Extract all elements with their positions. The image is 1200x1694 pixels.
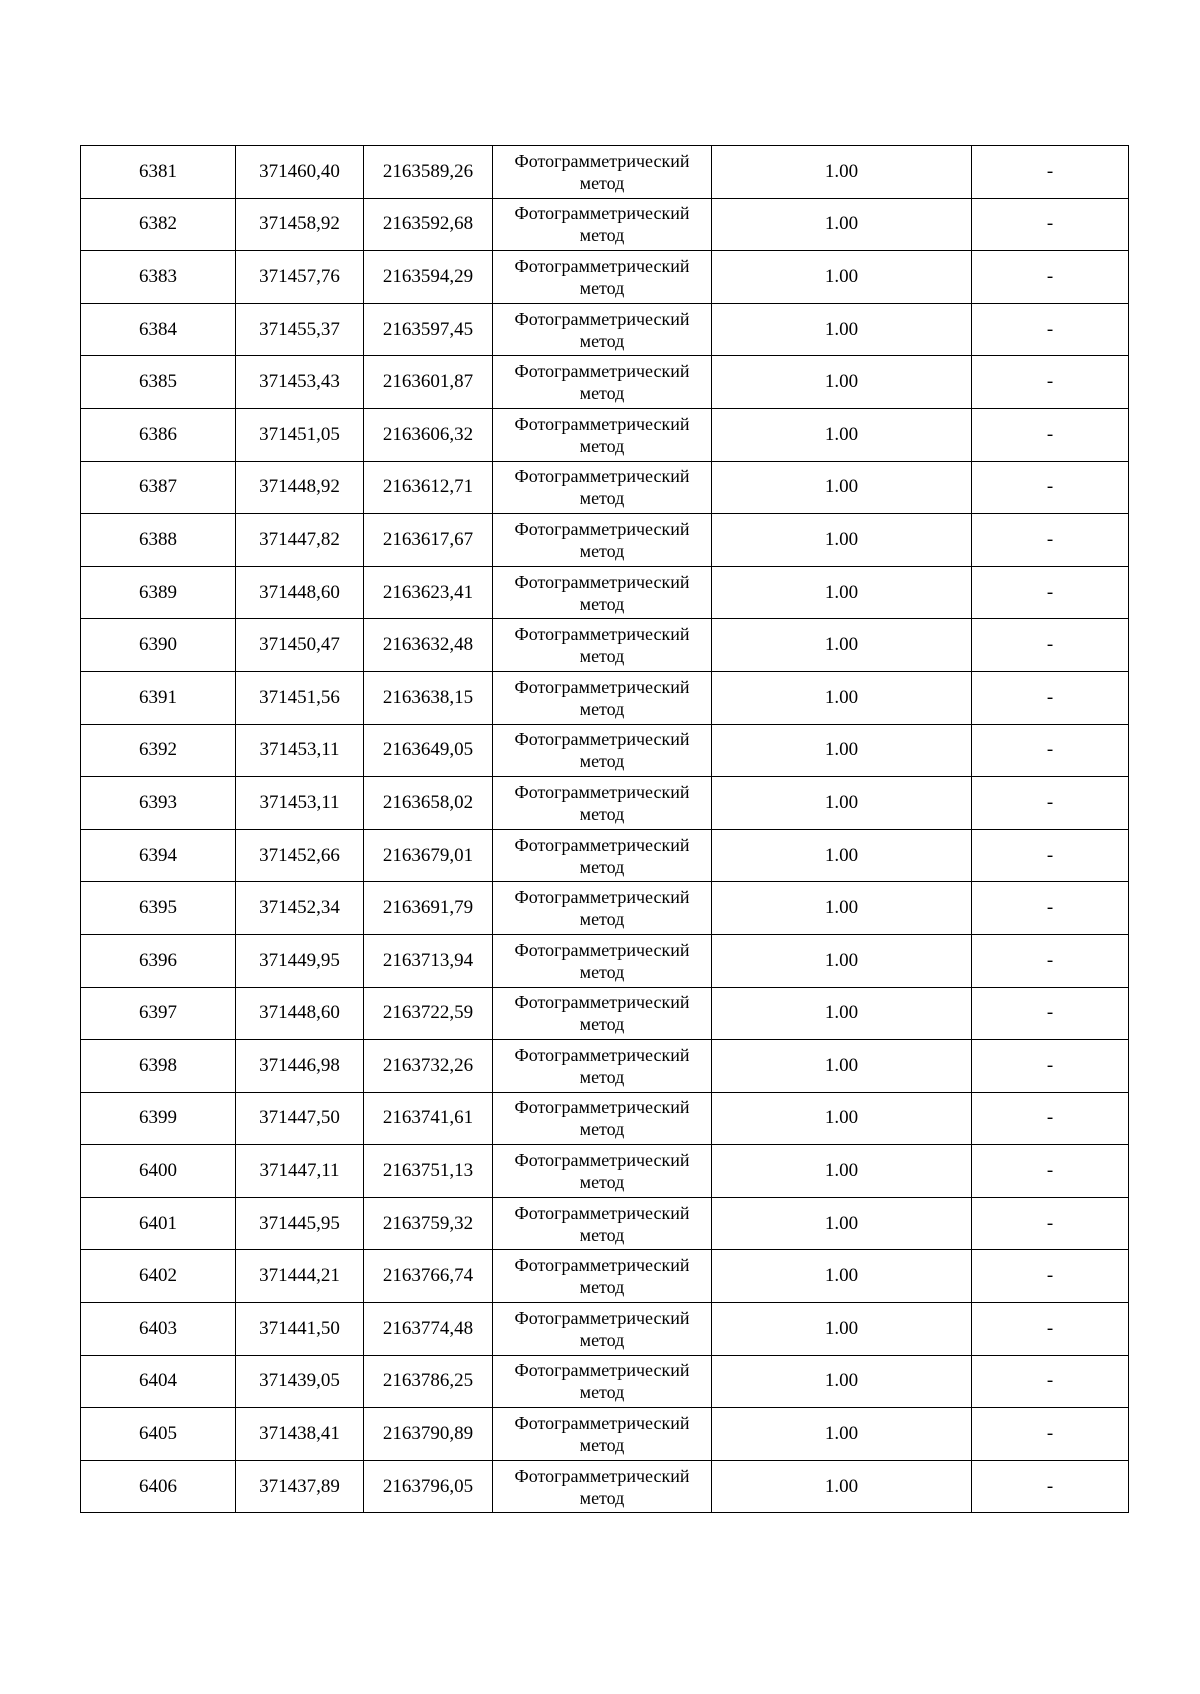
y-coordinate-cell: 2163601,87 — [364, 356, 493, 409]
note-cell: - — [972, 198, 1129, 251]
y-coordinate-cell: 2163766,74 — [364, 1250, 493, 1303]
accuracy-cell: 1.00 — [712, 408, 972, 461]
table-row — [81, 1250, 1129, 1303]
y-coordinate-cell: 2163592,68 — [364, 198, 493, 251]
method-cell — [493, 777, 712, 830]
x-coordinate-cell: 371450,47 — [236, 619, 364, 672]
table-row — [81, 1145, 1129, 1198]
method-line-2: метод — [579, 646, 625, 667]
method-line-1: Фотограмметрический — [514, 1413, 690, 1434]
method-line-2: метод — [579, 1172, 625, 1193]
accuracy-cell: 1.00 — [712, 724, 972, 777]
y-coordinate-cell: 2163617,67 — [364, 514, 493, 567]
accuracy-cell: 1.00 — [712, 1355, 972, 1408]
table-row — [81, 1197, 1129, 1250]
x-coordinate-cell: 371460,40 — [236, 146, 364, 199]
point-number-cell: 6403 — [81, 1303, 236, 1356]
table-row — [81, 671, 1129, 724]
table-row — [81, 1460, 1129, 1513]
y-coordinate-cell: 2163751,13 — [364, 1145, 493, 1198]
method-cell — [493, 1197, 712, 1250]
method-line-2: метод — [579, 1435, 625, 1456]
note-cell: - — [972, 1145, 1129, 1198]
y-coordinate-cell: 2163713,94 — [364, 934, 493, 987]
point-number-cell: 6390 — [81, 619, 236, 672]
table-row — [81, 461, 1129, 514]
note-cell: - — [972, 671, 1129, 724]
x-coordinate-cell: 371452,66 — [236, 829, 364, 882]
accuracy-cell: 1.00 — [712, 882, 972, 935]
y-coordinate-cell: 2163649,05 — [364, 724, 493, 777]
y-coordinate-cell: 2163790,89 — [364, 1408, 493, 1461]
method-line-2: метод — [579, 1277, 625, 1298]
method-cell — [493, 1092, 712, 1145]
table-row — [81, 934, 1129, 987]
x-coordinate-cell: 371453,11 — [236, 724, 364, 777]
note-cell: - — [972, 408, 1129, 461]
method-line-1: Фотограмметрический — [514, 361, 690, 382]
point-number-cell: 6389 — [81, 566, 236, 619]
x-coordinate-cell: 371445,95 — [236, 1197, 364, 1250]
x-coordinate-cell: 371437,89 — [236, 1460, 364, 1513]
method-line-1: Фотограмметрический — [514, 676, 690, 697]
x-coordinate-cell: 371451,56 — [236, 671, 364, 724]
method-line-1: Фотограмметрический — [514, 624, 690, 645]
accuracy-cell: 1.00 — [712, 1303, 972, 1356]
y-coordinate-cell: 2163623,41 — [364, 566, 493, 619]
method-line-2: метод — [579, 172, 625, 193]
method-line-2: метод — [579, 1329, 625, 1350]
y-coordinate-cell: 2163774,48 — [364, 1303, 493, 1356]
method-line-1: Фотограмметрический — [514, 834, 690, 855]
table-row — [81, 882, 1129, 935]
accuracy-cell: 1.00 — [712, 514, 972, 567]
accuracy-cell: 1.00 — [712, 987, 972, 1040]
table-row — [81, 829, 1129, 882]
note-cell: - — [972, 1408, 1129, 1461]
method-line-2: метод — [579, 909, 625, 930]
note-cell: - — [972, 1460, 1129, 1513]
note-cell: - — [972, 934, 1129, 987]
accuracy-cell: 1.00 — [712, 566, 972, 619]
x-coordinate-cell: 371447,50 — [236, 1092, 364, 1145]
method-line-1: Фотограмметрический — [514, 1202, 690, 1223]
x-coordinate-cell: 371458,92 — [236, 198, 364, 251]
accuracy-cell: 1.00 — [712, 934, 972, 987]
accuracy-cell: 1.00 — [712, 1408, 972, 1461]
method-line-2: метод — [579, 1066, 625, 1087]
accuracy-cell: 1.00 — [712, 619, 972, 672]
x-coordinate-cell: 371447,82 — [236, 514, 364, 567]
x-coordinate-cell: 371453,11 — [236, 777, 364, 830]
method-cell — [493, 514, 712, 567]
note-cell: - — [972, 356, 1129, 409]
method-cell — [493, 251, 712, 304]
method-cell — [493, 1040, 712, 1093]
point-number-cell: 6402 — [81, 1250, 236, 1303]
note-cell: - — [972, 461, 1129, 514]
coordinates-table-body — [81, 146, 1129, 1513]
method-line-2: метод — [579, 435, 625, 456]
note-cell: - — [972, 987, 1129, 1040]
method-line-2: метод — [579, 488, 625, 509]
method-line-1: Фотограмметрический — [514, 203, 690, 224]
method-line-1: Фотограмметрический — [514, 571, 690, 592]
table-row — [81, 146, 1129, 199]
point-number-cell: 6399 — [81, 1092, 236, 1145]
method-line-2: метод — [579, 383, 625, 404]
x-coordinate-cell: 371448,60 — [236, 987, 364, 1040]
accuracy-cell: 1.00 — [712, 461, 972, 514]
method-line-1: Фотограмметрический — [514, 781, 690, 802]
y-coordinate-cell: 2163638,15 — [364, 671, 493, 724]
table-row — [81, 198, 1129, 251]
accuracy-cell: 1.00 — [712, 303, 972, 356]
note-cell: - — [972, 1197, 1129, 1250]
y-coordinate-cell: 2163679,01 — [364, 829, 493, 882]
x-coordinate-cell: 371451,05 — [236, 408, 364, 461]
table-row — [81, 1092, 1129, 1145]
accuracy-cell: 1.00 — [712, 1040, 972, 1093]
note-cell: - — [972, 1250, 1129, 1303]
table-row — [81, 251, 1129, 304]
accuracy-cell: 1.00 — [712, 1145, 972, 1198]
table-row — [81, 1040, 1129, 1093]
method-line-2: метод — [579, 1119, 625, 1140]
method-line-2: метод — [579, 1014, 625, 1035]
table-row — [81, 724, 1129, 777]
method-cell — [493, 829, 712, 882]
method-line-2: метод — [579, 277, 625, 298]
table-row — [81, 356, 1129, 409]
method-line-2: метод — [579, 540, 625, 561]
method-line-1: Фотограмметрический — [514, 729, 690, 750]
point-number-cell: 6381 — [81, 146, 236, 199]
method-cell — [493, 619, 712, 672]
point-number-cell: 6383 — [81, 251, 236, 304]
point-number-cell: 6393 — [81, 777, 236, 830]
y-coordinate-cell: 2163594,29 — [364, 251, 493, 304]
y-coordinate-cell: 2163606,32 — [364, 408, 493, 461]
method-line-2: метод — [579, 1382, 625, 1403]
method-line-1: Фотограмметрический — [514, 1097, 690, 1118]
x-coordinate-cell: 371448,60 — [236, 566, 364, 619]
method-cell — [493, 671, 712, 724]
method-cell — [493, 146, 712, 199]
method-line-1: Фотограмметрический — [514, 413, 690, 434]
accuracy-cell: 1.00 — [712, 251, 972, 304]
table-row — [81, 619, 1129, 672]
method-cell — [493, 1145, 712, 1198]
y-coordinate-cell: 2163796,05 — [364, 1460, 493, 1513]
note-cell: - — [972, 566, 1129, 619]
method-line-1: Фотограмметрический — [514, 308, 690, 329]
y-coordinate-cell: 2163786,25 — [364, 1355, 493, 1408]
point-number-cell: 6405 — [81, 1408, 236, 1461]
method-cell — [493, 303, 712, 356]
table-row — [81, 987, 1129, 1040]
point-number-cell: 6386 — [81, 408, 236, 461]
point-number-cell: 6385 — [81, 356, 236, 409]
note-cell: - — [972, 1355, 1129, 1408]
method-line-1: Фотограмметрический — [514, 1465, 690, 1486]
method-line-2: метод — [579, 856, 625, 877]
note-cell: - — [972, 1303, 1129, 1356]
method-line-2: метод — [579, 225, 625, 246]
y-coordinate-cell: 2163722,59 — [364, 987, 493, 1040]
note-cell: - — [972, 619, 1129, 672]
x-coordinate-cell: 371439,05 — [236, 1355, 364, 1408]
method-line-2: метод — [579, 1224, 625, 1245]
method-line-1: Фотограмметрический — [514, 1307, 690, 1328]
accuracy-cell: 1.00 — [712, 1250, 972, 1303]
x-coordinate-cell: 371444,21 — [236, 1250, 364, 1303]
point-number-cell: 6396 — [81, 934, 236, 987]
y-coordinate-cell: 2163597,45 — [364, 303, 493, 356]
method-cell — [493, 356, 712, 409]
point-number-cell: 6384 — [81, 303, 236, 356]
method-cell — [493, 566, 712, 619]
method-line-2: метод — [579, 698, 625, 719]
method-cell — [493, 1355, 712, 1408]
method-line-1: Фотограмметрический — [514, 1150, 690, 1171]
point-number-cell: 6397 — [81, 987, 236, 1040]
x-coordinate-cell: 371448,92 — [236, 461, 364, 514]
accuracy-cell: 1.00 — [712, 1460, 972, 1513]
point-number-cell: 6406 — [81, 1460, 236, 1513]
note-cell: - — [972, 882, 1129, 935]
method-cell — [493, 987, 712, 1040]
note-cell: - — [972, 1092, 1129, 1145]
method-line-2: метод — [579, 330, 625, 351]
y-coordinate-cell: 2163632,48 — [364, 619, 493, 672]
method-cell — [493, 408, 712, 461]
method-cell — [493, 198, 712, 251]
table-row — [81, 1408, 1129, 1461]
method-cell — [493, 1460, 712, 1513]
method-line-2: метод — [579, 751, 625, 772]
method-cell — [493, 934, 712, 987]
method-cell — [493, 461, 712, 514]
method-line-1: Фотограмметрический — [514, 1044, 690, 1065]
point-number-cell: 6404 — [81, 1355, 236, 1408]
coordinates-table — [80, 145, 1129, 1513]
method-line-2: метод — [579, 803, 625, 824]
method-line-2: метод — [579, 961, 625, 982]
accuracy-cell: 1.00 — [712, 356, 972, 409]
point-number-cell: 6388 — [81, 514, 236, 567]
accuracy-cell: 1.00 — [712, 146, 972, 199]
method-line-1: Фотограмметрический — [514, 255, 690, 276]
y-coordinate-cell: 2163741,61 — [364, 1092, 493, 1145]
note-cell: - — [972, 146, 1129, 199]
point-number-cell: 6392 — [81, 724, 236, 777]
note-cell: - — [972, 514, 1129, 567]
y-coordinate-cell: 2163732,26 — [364, 1040, 493, 1093]
table-row — [81, 408, 1129, 461]
point-number-cell: 6382 — [81, 198, 236, 251]
y-coordinate-cell: 2163759,32 — [364, 1197, 493, 1250]
method-cell — [493, 882, 712, 935]
x-coordinate-cell: 371457,76 — [236, 251, 364, 304]
table-row — [81, 514, 1129, 567]
note-cell: - — [972, 777, 1129, 830]
point-number-cell: 6401 — [81, 1197, 236, 1250]
method-cell — [493, 724, 712, 777]
note-cell: - — [972, 251, 1129, 304]
accuracy-cell: 1.00 — [712, 829, 972, 882]
method-line-1: Фотограмметрический — [514, 992, 690, 1013]
table-row — [81, 1355, 1129, 1408]
method-line-1: Фотограмметрический — [514, 1255, 690, 1276]
point-number-cell: 6400 — [81, 1145, 236, 1198]
x-coordinate-cell: 371446,98 — [236, 1040, 364, 1093]
method-line-1: Фотограмметрический — [514, 887, 690, 908]
method-line-1: Фотограмметрический — [514, 150, 690, 171]
accuracy-cell: 1.00 — [712, 1092, 972, 1145]
method-line-1: Фотограмметрический — [514, 518, 690, 539]
accuracy-cell: 1.00 — [712, 1197, 972, 1250]
x-coordinate-cell: 371452,34 — [236, 882, 364, 935]
table-row — [81, 777, 1129, 830]
note-cell: - — [972, 829, 1129, 882]
x-coordinate-cell: 371447,11 — [236, 1145, 364, 1198]
y-coordinate-cell: 2163691,79 — [364, 882, 493, 935]
accuracy-cell: 1.00 — [712, 671, 972, 724]
point-number-cell: 6391 — [81, 671, 236, 724]
method-cell — [493, 1408, 712, 1461]
x-coordinate-cell: 371449,95 — [236, 934, 364, 987]
method-line-2: метод — [579, 1487, 625, 1508]
accuracy-cell: 1.00 — [712, 777, 972, 830]
method-line-2: метод — [579, 593, 625, 614]
y-coordinate-cell: 2163589,26 — [364, 146, 493, 199]
x-coordinate-cell: 371453,43 — [236, 356, 364, 409]
point-number-cell: 6398 — [81, 1040, 236, 1093]
note-cell: - — [972, 724, 1129, 777]
x-coordinate-cell: 371438,41 — [236, 1408, 364, 1461]
note-cell: - — [972, 303, 1129, 356]
point-number-cell: 6394 — [81, 829, 236, 882]
table-row — [81, 303, 1129, 356]
point-number-cell: 6395 — [81, 882, 236, 935]
note-cell: - — [972, 1040, 1129, 1093]
method-cell — [493, 1250, 712, 1303]
table-row — [81, 1303, 1129, 1356]
y-coordinate-cell: 2163612,71 — [364, 461, 493, 514]
table-row — [81, 566, 1129, 619]
method-cell — [493, 1303, 712, 1356]
y-coordinate-cell: 2163658,02 — [364, 777, 493, 830]
accuracy-cell: 1.00 — [712, 198, 972, 251]
x-coordinate-cell: 371455,37 — [236, 303, 364, 356]
method-line-1: Фотограмметрический — [514, 939, 690, 960]
method-line-1: Фотограмметрический — [514, 466, 690, 487]
x-coordinate-cell: 371441,50 — [236, 1303, 364, 1356]
method-line-1: Фотограмметрический — [514, 1360, 690, 1381]
point-number-cell: 6387 — [81, 461, 236, 514]
